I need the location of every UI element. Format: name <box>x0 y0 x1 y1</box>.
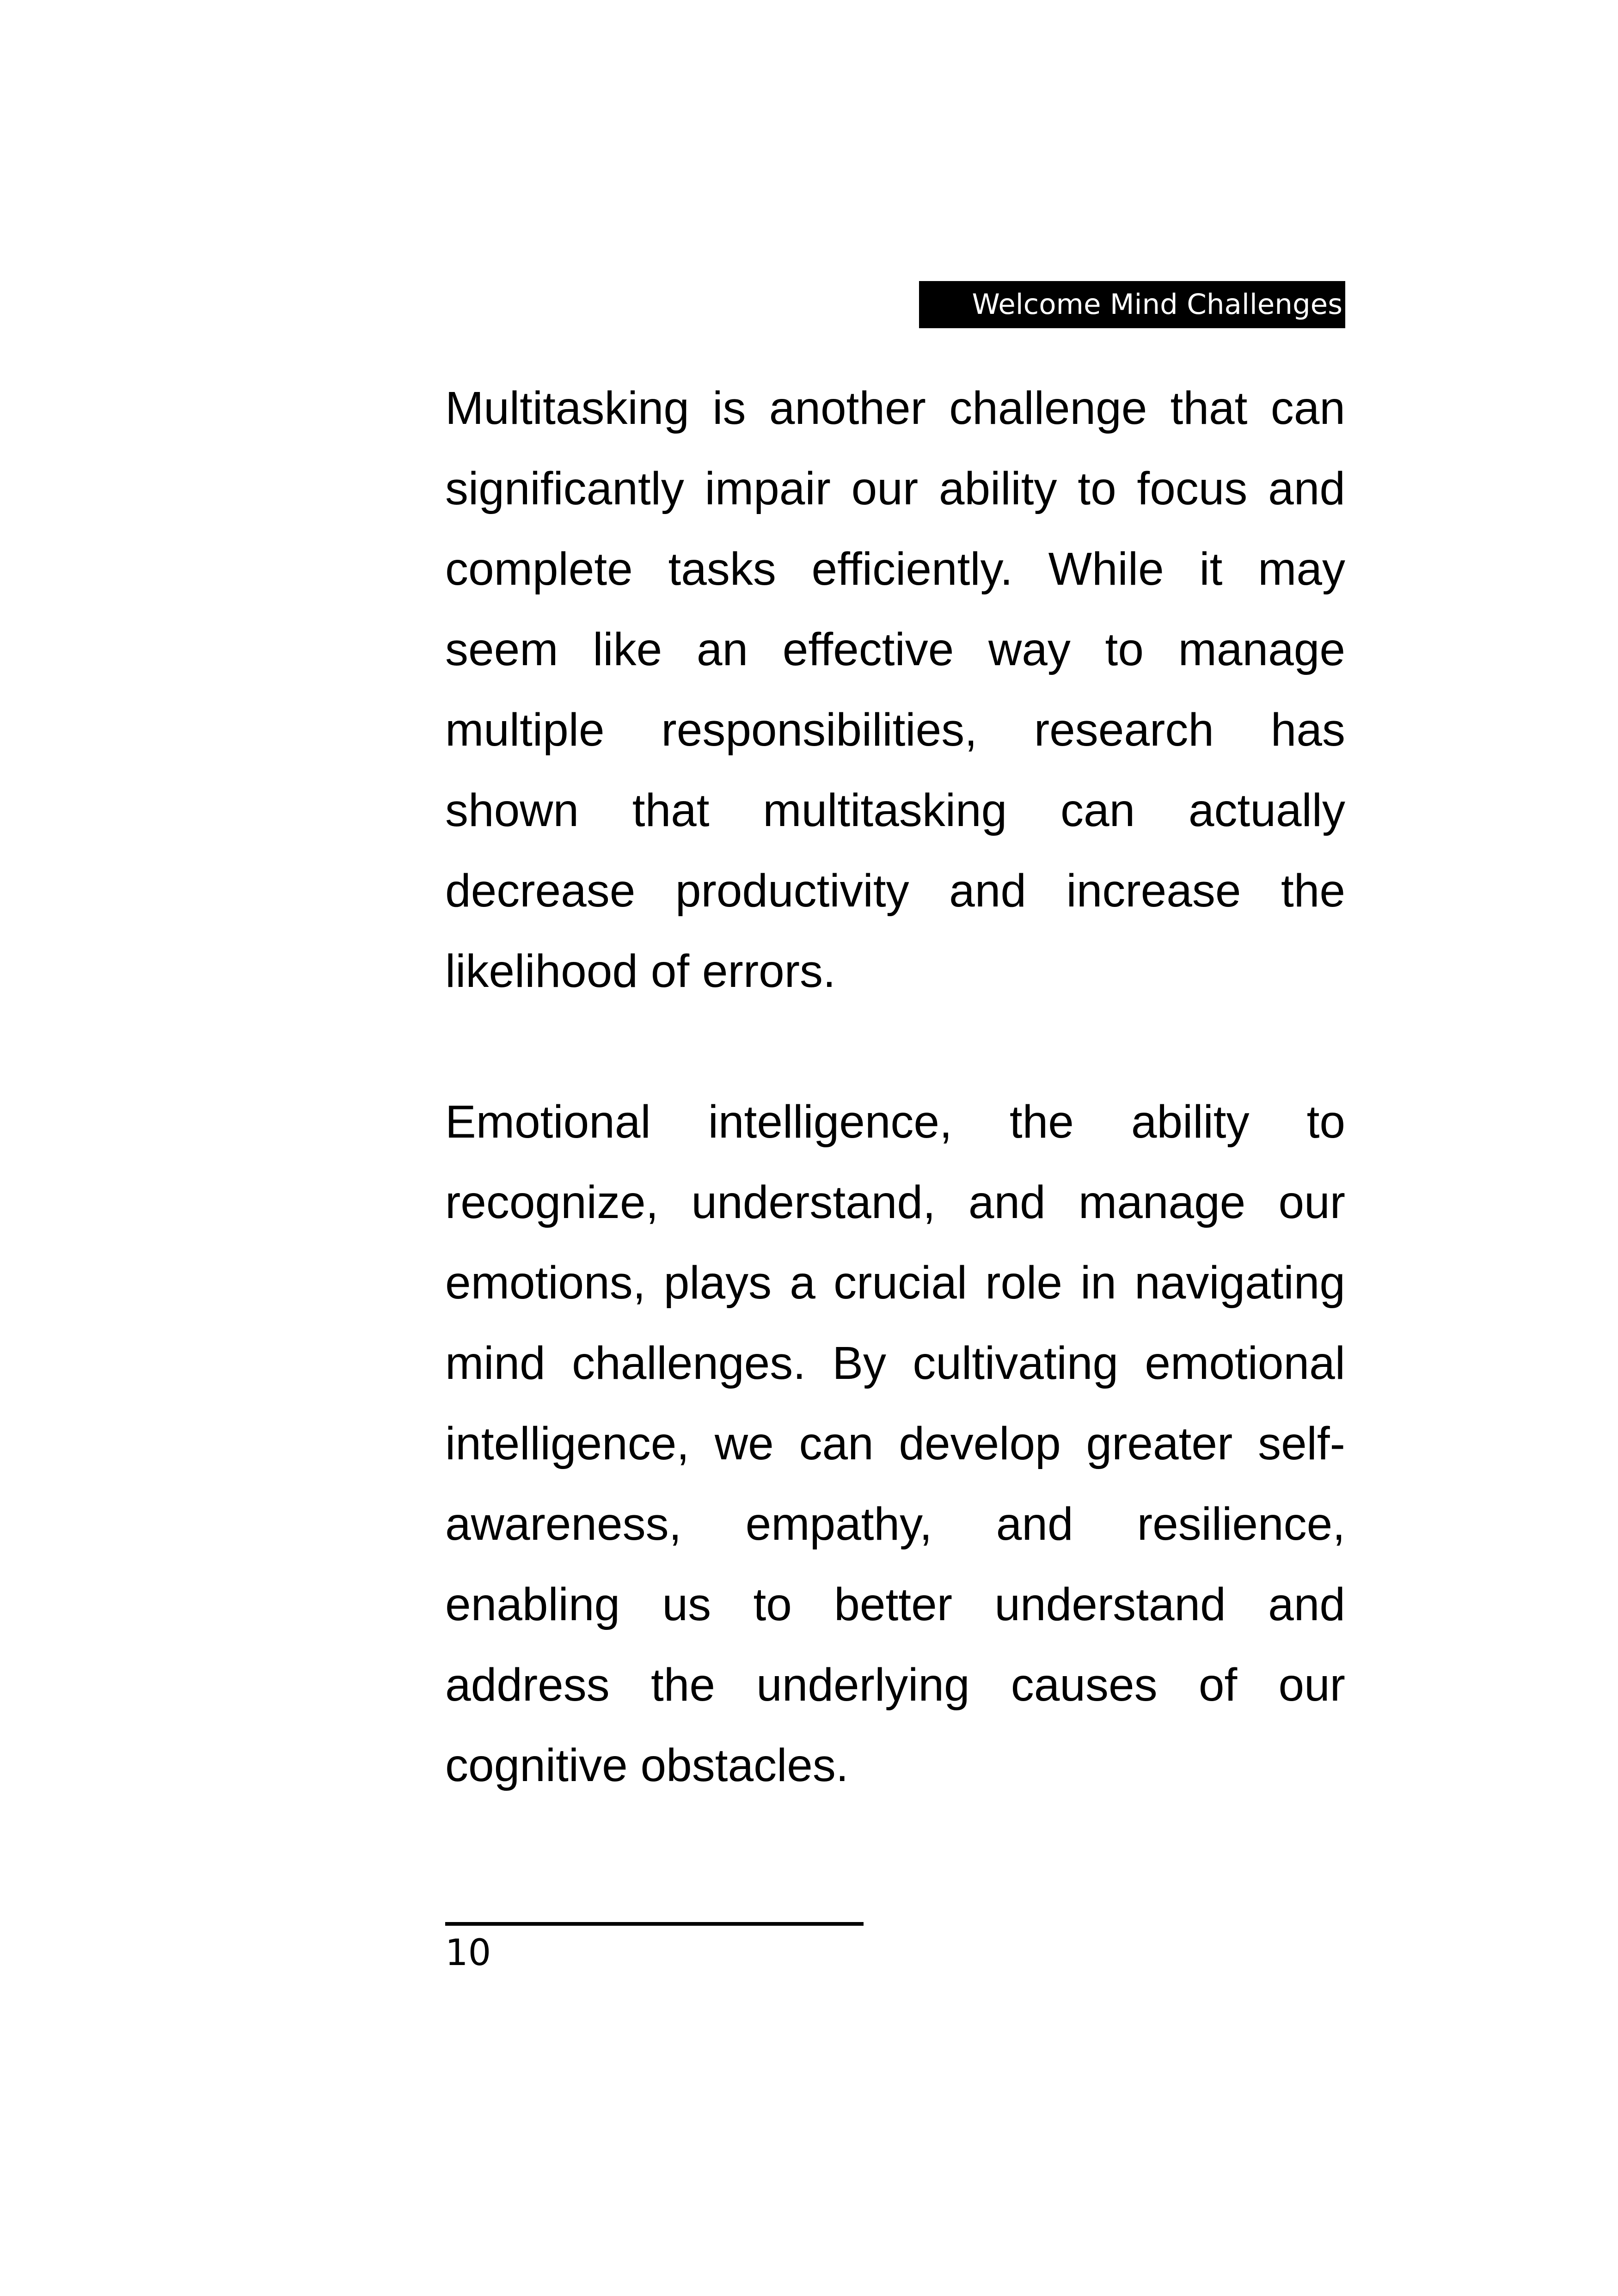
running-header: Welcome Mind Challenges <box>919 281 1345 328</box>
body-paragraph-emotional-intelligence: Emotional intelligence, the ability to recognize, understand, and manage our emotions, plays a crucial role in navigating mind challenges. By cultivating emotional intelligence, we can develop greater self-awareness, empathy, and resilience, enabling us to better understand and address the underlying causes of our cognitive obstacles. <box>445 1096 1345 1791</box>
body-paragraph-multitasking: Multitasking is another challenge that can significantly impair our ability to focus and complete tasks efficiently. While it may seem like an effective way to manage multiple responsibilities, research has shown that multitasking can actually decrease productivity and increase the likelihood of errors. <box>445 382 1345 997</box>
page-number: 10 <box>445 1932 491 1974</box>
footer-divider <box>445 1922 864 1926</box>
